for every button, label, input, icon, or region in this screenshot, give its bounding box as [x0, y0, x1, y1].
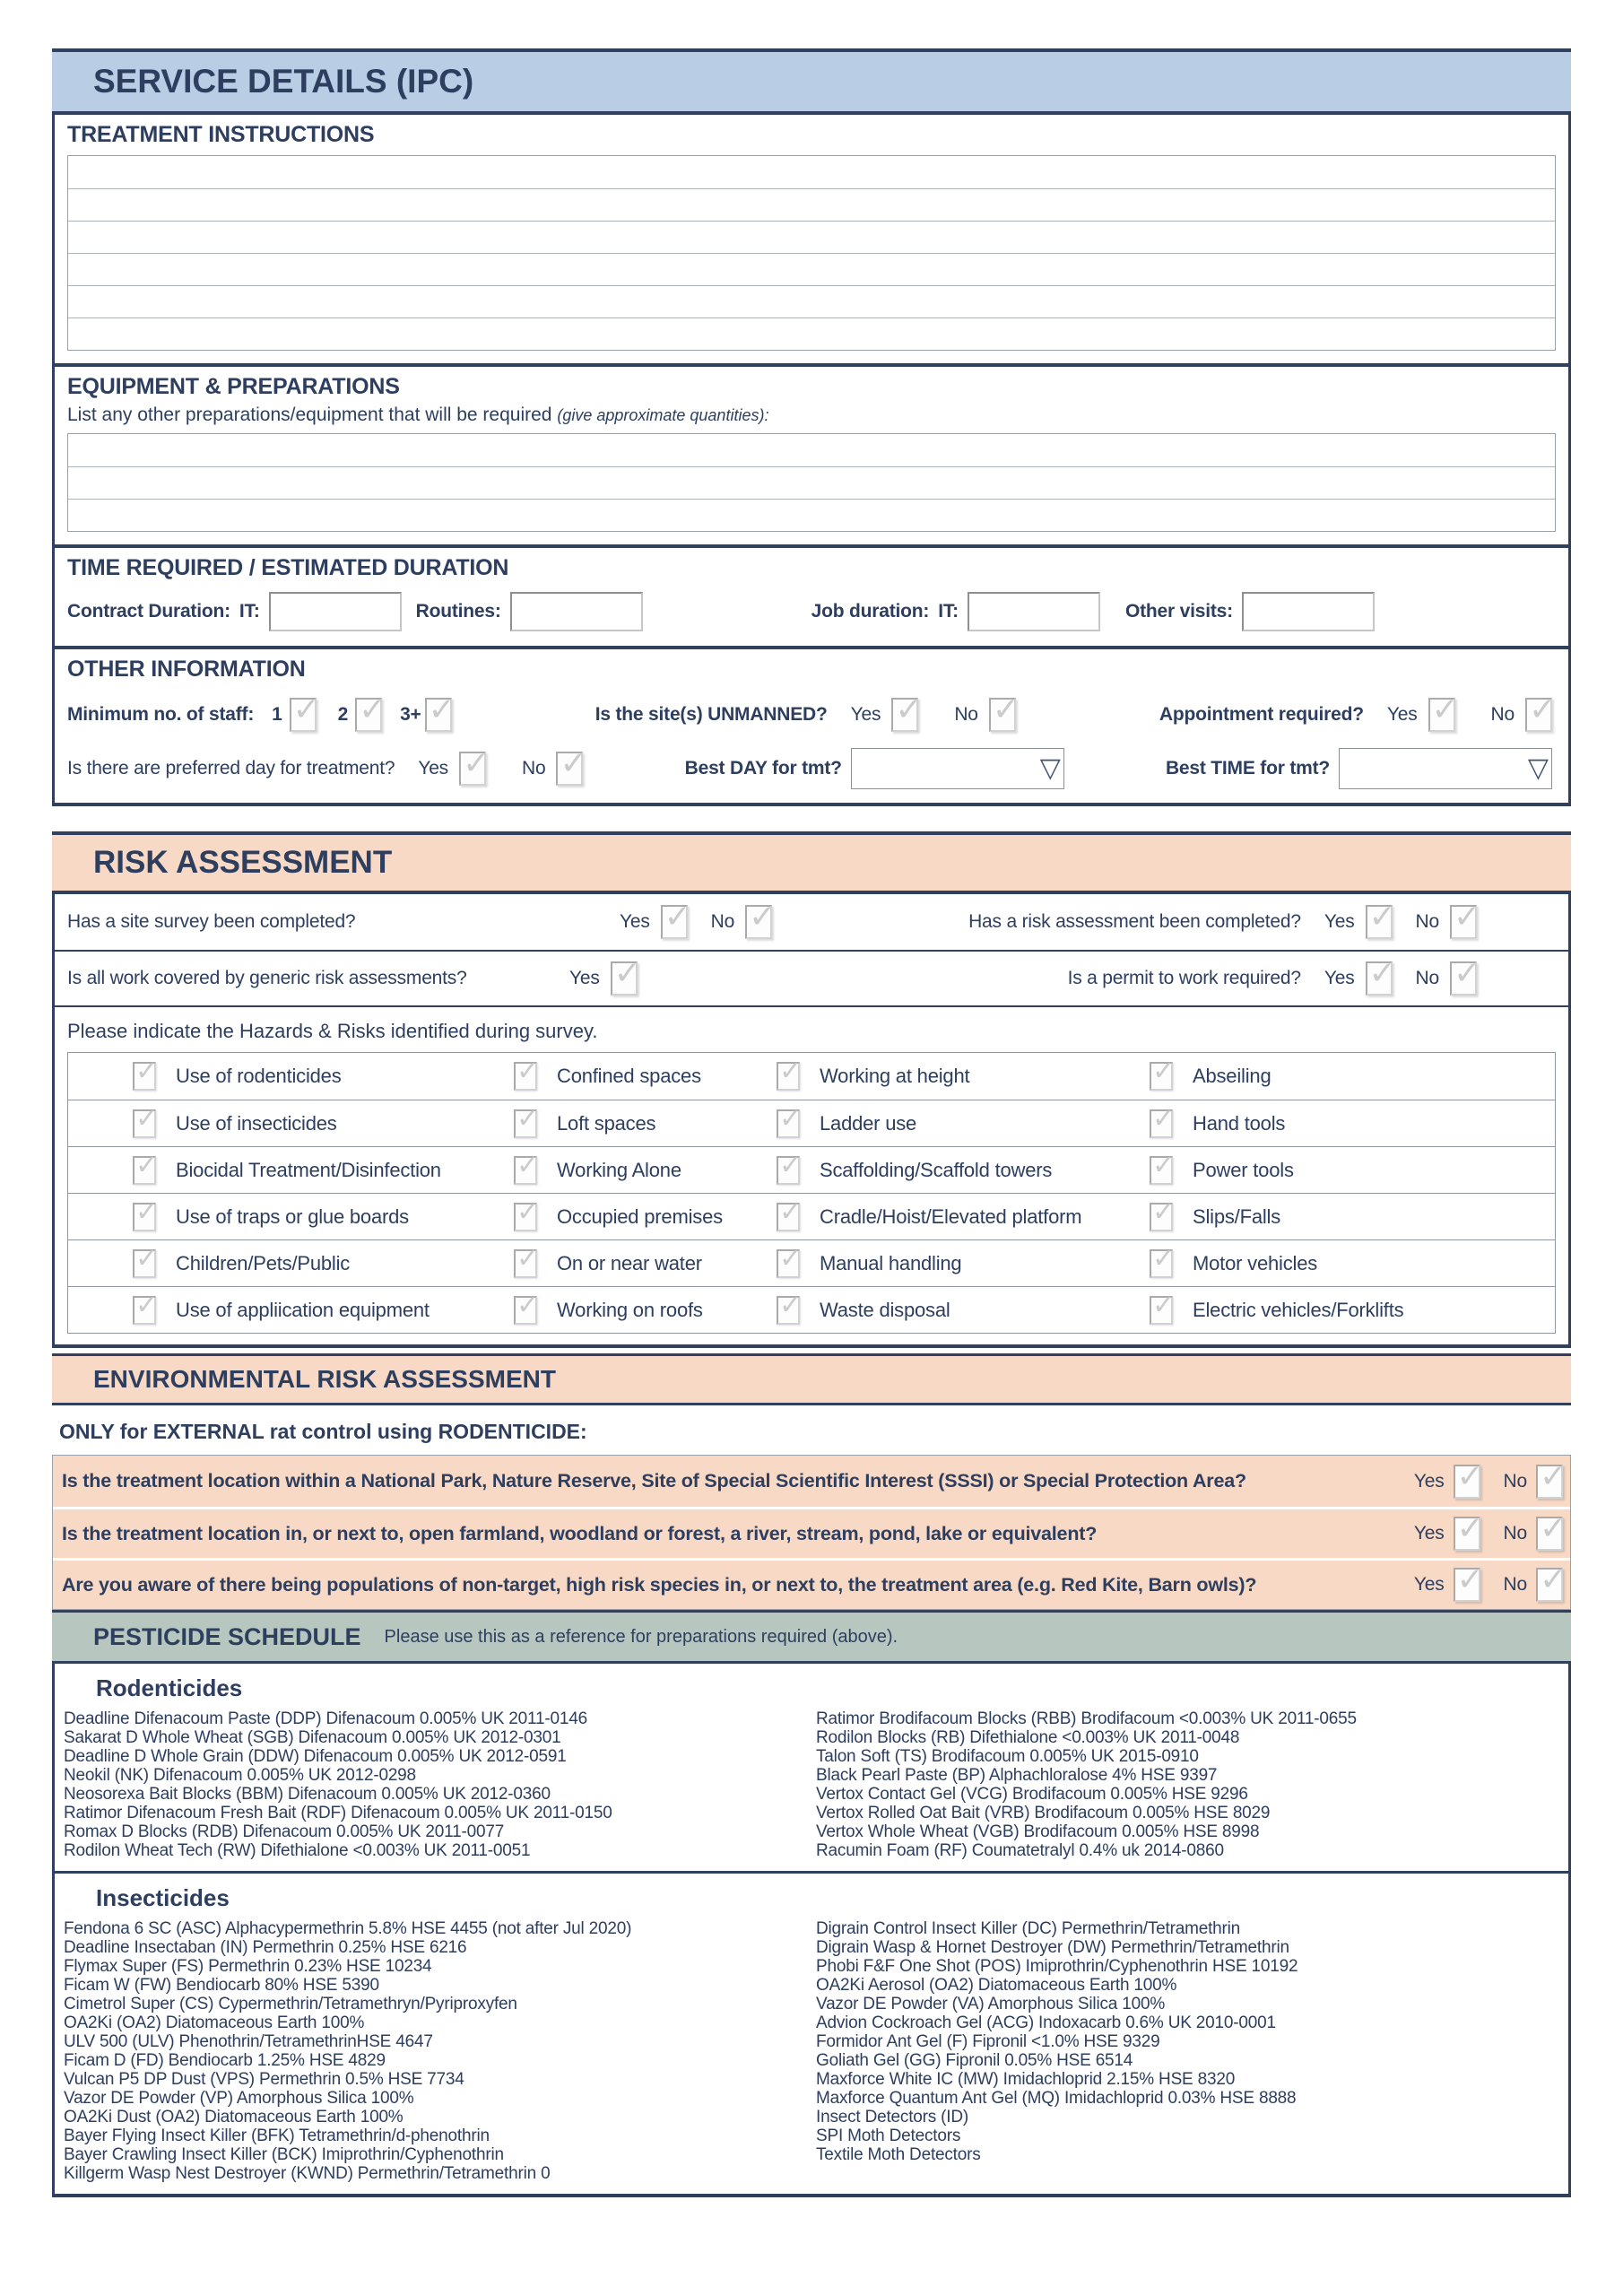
- hazard-label: Occupied premises: [557, 1205, 723, 1228]
- hazard-cell: [449, 1109, 712, 1138]
- permit-no-checkbox[interactable]: [1450, 961, 1477, 996]
- dropdown-arrow-icon: ▽: [1527, 753, 1549, 783]
- best-day-label: Best DAY for tmt?: [684, 758, 842, 778]
- pesticide-item: Ratimor Difenacoum Fresh Bait (RDF) Difenacoum 0.005% UK 2011-0150: [64, 1804, 612, 1822]
- permit-yes-label: Yes: [1324, 968, 1355, 988]
- hazard-cell: [449, 1156, 712, 1185]
- hazard-label: Waste disposal: [820, 1298, 950, 1321]
- hazard-label: Working on roofs: [557, 1298, 703, 1321]
- pesticide-item: Black Pearl Paste (BP) Alphachloralose 4% HSE 9397: [816, 1766, 1218, 1785]
- hazard-cell: [68, 1296, 449, 1325]
- hazard-checkbox[interactable]: [133, 1109, 156, 1138]
- other-info-row-2: [67, 747, 1556, 790]
- pesticide-item: Insect Detectors (ID): [816, 2108, 969, 2126]
- external-rodenticide-label: ONLY for EXTERNAL rat control using RODENTICIDE:: [59, 1420, 587, 1443]
- pesticide-item: OA2Ki Dust (OA2) Diatomaceous Earth 100%: [64, 2108, 404, 2126]
- site-survey-no-checkbox[interactable]: [745, 905, 772, 939]
- equipment-line[interactable]: [68, 466, 1555, 499]
- pesticide-item: Sakarat D Whole Wheat (SGB) Difenacoum 0.005% UK 2012-0301: [64, 1728, 561, 1747]
- env-q3-no-checkbox[interactable]: [1536, 1568, 1563, 1602]
- hazard-checkbox[interactable]: [777, 1296, 800, 1325]
- hazard-label: Scaffolding/Scaffold towers: [820, 1158, 1053, 1181]
- hazard-label: Electric vehicles/Forklifts: [1193, 1298, 1404, 1321]
- other-visits-input[interactable]: [1242, 592, 1375, 631]
- hazard-cell: [68, 1156, 449, 1185]
- risk-completed-yes-label: Yes: [1324, 911, 1355, 932]
- treatment-line[interactable]: [68, 221, 1555, 253]
- job-it-label: IT:: [938, 601, 959, 622]
- risk-assessment-header: [52, 831, 1571, 894]
- pesticide-item: Neosorexa Bait Blocks (BBM) Difenacoum 0.005% UK 2012-0360: [64, 1785, 551, 1804]
- hazard-cell: [1085, 1156, 1555, 1185]
- environmental-title: ENVIRONMENTAL RISK ASSESSMENT: [93, 1365, 556, 1393]
- equipment-lines-area: [67, 433, 1556, 532]
- rodenticides-heading: Rodenticides: [96, 1674, 243, 1701]
- pesticide-item: Racumin Foam (RF) Coumatetralyl 0.4% uk 2014-0860: [816, 1841, 1224, 1860]
- hazard-row: [68, 1146, 1555, 1193]
- hazard-label: Children/Pets/Public: [176, 1251, 351, 1274]
- hazard-cell: [1085, 1203, 1555, 1231]
- hazard-cell: [68, 1249, 449, 1278]
- pesticide-item: Advion Cockroach Gel (ACG) Indoxacarb 0.6% UK 2010-0001: [816, 2013, 1276, 2032]
- hazards-intro: Please indicate the Hazards & Risks identified during survey.: [67, 1020, 598, 1042]
- hazard-cell: [449, 1062, 712, 1091]
- best-day-group: [685, 748, 1064, 789]
- hazard-cell: [712, 1109, 1085, 1138]
- environmental-yes-no-group: [1414, 1465, 1563, 1499]
- hazard-checkbox[interactable]: [133, 1203, 156, 1231]
- generic-risk-yes-label: Yes: [569, 968, 600, 988]
- environmental-section: [52, 1420, 1571, 1610]
- appointment-yes-label: Yes: [1386, 704, 1418, 725]
- preferred-day-yes-checkbox[interactable]: [459, 752, 486, 786]
- rodenticides-column-1: [64, 1709, 816, 1860]
- hazard-cell: [712, 1296, 1085, 1325]
- hazard-cell: [68, 1203, 449, 1231]
- section-gap: [52, 806, 1571, 831]
- equipment-section: [55, 363, 1568, 544]
- pesticide-item: Flymax Super (FS) Permethrin 0.23% HSE 10234: [64, 1957, 432, 1976]
- env-no-label: No: [1503, 1470, 1527, 1492]
- preferred-day-group: [67, 752, 583, 786]
- hazard-row: [68, 1100, 1555, 1146]
- unmanned-no-label: No: [954, 704, 978, 725]
- hazard-checkbox[interactable]: [777, 1156, 800, 1185]
- hazard-cell: [68, 1109, 449, 1138]
- hazard-checkbox[interactable]: [777, 1062, 800, 1091]
- hazard-cell: [68, 1062, 449, 1091]
- pesticide-item: OA2Ki Aerosol (OA2) Diatomaceous Earth 100%: [816, 1976, 1177, 1995]
- pesticide-item: Deadline Insectaban (IN) Permethrin 0.25% HSE 6216: [64, 1938, 467, 1957]
- pesticide-schedule-header: [52, 1610, 1571, 1664]
- insecticides-column-2: [816, 1919, 1568, 2183]
- hazard-checkbox[interactable]: [1150, 1249, 1173, 1278]
- unmanned-no-checkbox[interactable]: [989, 698, 1016, 732]
- env-no-label: No: [1503, 1523, 1527, 1544]
- hazard-checkbox[interactable]: [514, 1296, 537, 1325]
- pesticide-item: Maxforce White IC (MW) Imidachloprid 2.15% HSE 8320: [816, 2070, 1236, 2089]
- permit-question: Is a permit to work required?: [1067, 968, 1301, 988]
- preferred-day-question: Is there are preferred day for treatment?: [67, 758, 395, 778]
- environmental-yes-no-group: [1414, 1568, 1563, 1602]
- hazard-row: [68, 1286, 1555, 1333]
- risk-completed-question: Has a risk assessment been completed?: [968, 911, 1301, 932]
- unmanned-group: [595, 698, 1016, 732]
- risk-completed-yes-checkbox[interactable]: [1366, 905, 1393, 939]
- hazard-checkbox[interactable]: [1150, 1296, 1173, 1325]
- hazard-checkbox[interactable]: [1150, 1109, 1173, 1138]
- env-yes-label: Yes: [1413, 1470, 1445, 1492]
- permit-group: [1068, 961, 1477, 996]
- hazard-checkbox[interactable]: [777, 1249, 800, 1278]
- env-q2-no-checkbox[interactable]: [1536, 1517, 1563, 1551]
- hazard-label: Use of traps or glue boards: [176, 1205, 409, 1228]
- hazard-cell: [1085, 1296, 1555, 1325]
- hazard-label: Confined spaces: [557, 1065, 701, 1087]
- equipment-line[interactable]: [68, 499, 1555, 531]
- pesticide-item: Digrain Wasp & Hornet Destroyer (DW) Permethrin/Tetramethrin: [816, 1938, 1289, 1957]
- hazard-label: Hand tools: [1193, 1111, 1286, 1135]
- environmental-row-1: [53, 1456, 1570, 1507]
- hazard-label: Use of insecticides: [176, 1111, 337, 1135]
- preferred-day-no-checkbox[interactable]: [556, 752, 583, 786]
- pesticide-item: ULV 500 (ULV) Phenothrin/TetramethrinHSE 4647: [64, 2032, 433, 2051]
- appointment-yes-checkbox[interactable]: [1428, 698, 1455, 732]
- hazard-label: Manual handling: [820, 1251, 962, 1274]
- hazard-label: Working at height: [820, 1065, 970, 1087]
- job-it-input[interactable]: [968, 592, 1100, 631]
- staff-label: Minimum no. of staff:: [67, 704, 255, 725]
- best-day-dropdown[interactable]: [851, 748, 1064, 789]
- hazard-checkbox[interactable]: [1150, 1203, 1173, 1231]
- generic-risk-question: Is all work covered by generic risk assessments?: [67, 968, 467, 988]
- hazard-cell: [449, 1296, 712, 1325]
- environmental-row-2: [53, 1507, 1570, 1558]
- pesticide-item: Digrain Control Insect Killer (DC) Permethrin/Tetramethrin: [816, 1919, 1241, 1938]
- staff-group: [67, 698, 452, 732]
- pesticide-item: Neokil (NK) Difenacoum 0.005% UK 2012-0298: [64, 1766, 416, 1785]
- hazards-grid: [67, 1052, 1556, 1334]
- hazard-checkbox[interactable]: [514, 1203, 537, 1231]
- rodenticides-column-2: [816, 1709, 1568, 1860]
- equipment-note-text: List any other preparations/equipment that will be required: [67, 404, 552, 425]
- permit-no-label: No: [1415, 968, 1439, 988]
- insecticides-column-1: [64, 1919, 816, 2183]
- treatment-lines-area: [67, 155, 1556, 351]
- hazard-label: Slips/Falls: [1193, 1205, 1281, 1228]
- pesticide-item: Rodilon Wheat Tech (RW) Difethialone <0.003% UK 2011-0051: [64, 1841, 531, 1860]
- environmental-question: Is the treatment location within a National Park, Nature Reserve, Site of Special Scientific Interest (SSSI) or Special Protection Area?: [62, 1470, 1246, 1492]
- hazard-checkbox[interactable]: [133, 1296, 156, 1325]
- environmental-header: [52, 1353, 1571, 1405]
- site-survey-yes-label: Yes: [620, 911, 650, 932]
- staff-1-checkbox[interactable]: [290, 698, 317, 732]
- hazard-checkbox[interactable]: [777, 1109, 800, 1138]
- preferred-day-yes-label: Yes: [418, 758, 448, 778]
- hazard-label: Ladder use: [820, 1111, 917, 1135]
- contract-duration-group: [67, 592, 402, 631]
- page-title: SERVICE DETAILS (IPC): [93, 63, 474, 100]
- unmanned-question: Is the site(s) UNMANNED?: [595, 704, 828, 725]
- risk-row-1: [55, 894, 1568, 950]
- pesticide-item: Bayer Flying Insect Killer (BFK) Tetramethrin/d-phenothrin: [64, 2126, 490, 2145]
- pesticide-schedule-subtitle: Please use this as a reference for preparations required (above).: [384, 1626, 898, 1647]
- hazard-checkbox[interactable]: [514, 1156, 537, 1185]
- hazard-cell: [1085, 1249, 1555, 1278]
- environmental-questions-box: [52, 1455, 1571, 1610]
- pesticide-item: Formidor Ant Gel (F) Fipronil <1.0% HSE 9329: [816, 2032, 1160, 2051]
- staff-3plus-checkbox[interactable]: [425, 698, 452, 732]
- hazard-label: Working Alone: [557, 1158, 681, 1181]
- risk-assessment-box: [52, 894, 1571, 1348]
- appointment-no-checkbox[interactable]: [1525, 698, 1552, 732]
- hazard-cell: [1085, 1109, 1555, 1138]
- equipment-note: [67, 404, 1556, 426]
- env-yes-label: Yes: [1413, 1523, 1445, 1544]
- hazard-checkbox[interactable]: [514, 1109, 537, 1138]
- pesticide-item: Deadline Difenacoum Paste (DDP) Difenacoum 0.005% UK 2011-0146: [64, 1709, 587, 1728]
- hazard-cell: [449, 1203, 723, 1231]
- unmanned-yes-label: Yes: [850, 704, 881, 725]
- hazard-cell: [712, 1156, 1085, 1185]
- pesticide-item: OA2Ki (OA2) Diatomaceous Earth 100%: [64, 2013, 365, 2032]
- hazard-cell: [1085, 1062, 1555, 1091]
- appointment-group: [1159, 698, 1552, 732]
- hazard-checkbox[interactable]: [133, 1249, 156, 1278]
- equipment-note-italic: (give approximate quantities):: [557, 406, 769, 424]
- pesticide-item: Vulcan P5 DP Dust (VPS) Permethrin 0.5% HSE 7734: [64, 2070, 464, 2089]
- best-time-dropdown[interactable]: [1339, 748, 1552, 789]
- hazard-label: On or near water: [557, 1251, 702, 1274]
- pesticide-item: SPI Moth Detectors: [816, 2126, 961, 2145]
- hazard-label: Motor vehicles: [1193, 1251, 1318, 1274]
- hazard-checkbox[interactable]: [133, 1156, 156, 1185]
- treatment-line[interactable]: [68, 285, 1555, 317]
- appointment-question: Appointment required?: [1159, 704, 1364, 725]
- other-visits-group: [1125, 592, 1375, 631]
- hazard-checkbox[interactable]: [514, 1249, 537, 1278]
- generic-risk-yes-checkbox[interactable]: [611, 961, 638, 996]
- pesticide-item: Vertox Contact Gel (VCG) Brodifacoum 0.005% HSE 9296: [816, 1785, 1248, 1804]
- risk-row-2: [55, 950, 1568, 1005]
- hazard-row: [68, 1053, 1555, 1100]
- preferred-day-no-label: No: [522, 758, 546, 778]
- best-time-label: Best TIME for tmt?: [1165, 758, 1330, 778]
- environmental-yes-no-group: [1414, 1517, 1563, 1551]
- time-section: [55, 544, 1568, 646]
- pesticide-item: Vertox Whole Wheat (VGB) Brodifacoum 0.005% HSE 8998: [816, 1822, 1260, 1841]
- treatment-line[interactable]: [68, 253, 1555, 285]
- pesticide-item: Fendona 6 SC (ASC) Alphacypermethrin 5.8% HSE 4455 (not after Jul 2020): [64, 1919, 632, 1938]
- pesticide-item: Romax D Blocks (RDB) Difenacoum 0.005% UK 2011-0077: [64, 1822, 505, 1841]
- contract-it-input[interactable]: [269, 592, 402, 631]
- contract-it-label: IT:: [239, 601, 260, 622]
- pesticide-item: Bayer Crawling Insect Killer (BCK) Imiprothrin/Cyphenothrin: [64, 2145, 504, 2164]
- other-info-heading: OTHER INFORMATION: [67, 657, 306, 682]
- other-visits-label: Other visits:: [1124, 601, 1233, 622]
- hazard-cell: [712, 1249, 1085, 1278]
- rodenticides-columns: [55, 1709, 1568, 1860]
- pesticide-item: Rodilon Blocks (RB) Difethialone <0.003% UK 2011-0048: [816, 1728, 1240, 1747]
- hazard-label: Abseiling: [1193, 1065, 1271, 1087]
- hazard-row: [68, 1193, 1555, 1239]
- routines-input[interactable]: [510, 592, 643, 631]
- hazard-checkbox[interactable]: [777, 1203, 800, 1231]
- job-duration-group: [812, 592, 1100, 631]
- best-time-group: [1166, 748, 1552, 789]
- staff-2-checkbox[interactable]: [355, 698, 382, 732]
- equipment-heading: EQUIPMENT & PREPARATIONS: [67, 374, 400, 399]
- risk-completed-group: [968, 905, 1477, 939]
- staff-option-2-label: 2: [337, 704, 349, 725]
- service-details-header: [52, 48, 1571, 115]
- unmanned-yes-checkbox[interactable]: [891, 698, 918, 732]
- routines-label: Routines:: [415, 601, 501, 622]
- env-q2-yes-checkbox[interactable]: [1454, 1517, 1480, 1551]
- other-info-row-1: [67, 693, 1556, 736]
- environmental-question: Is the treatment location in, or next to, open farmland, woodland or forest, a river, stream, pond, lake or equivalent?: [62, 1522, 1098, 1544]
- treatment-line[interactable]: [68, 188, 1555, 221]
- treatment-line[interactable]: [68, 156, 1555, 188]
- env-q1-yes-checkbox[interactable]: [1454, 1465, 1480, 1499]
- environmental-question: Are you aware of there being populations of non-target, high risk species in, or next to, the treatment area (e.g. Red Kite, Barn owls)?: [62, 1573, 1257, 1596]
- pesticide-item: Cimetrol Super (CS) Cypermethrin/Tetramethryn/Pyriproxyfen: [64, 1995, 517, 2013]
- treatment-line[interactable]: [68, 317, 1555, 350]
- time-fields-row: [67, 590, 1556, 633]
- staff-option-1-label: 1: [272, 704, 282, 725]
- dropdown-arrow-icon: ▽: [1039, 753, 1061, 783]
- hazard-row: [68, 1239, 1555, 1286]
- hazard-label: Power tools: [1193, 1158, 1294, 1181]
- time-heading: TIME REQUIRED / ESTIMATED DURATION: [67, 555, 509, 580]
- pesticide-item: Vertox Rolled Oat Bait (VRB) Brodifacoum 0.005% HSE 8029: [816, 1804, 1271, 1822]
- permit-yes-checkbox[interactable]: [1366, 961, 1393, 996]
- appointment-no-label: No: [1490, 704, 1515, 725]
- insecticides-columns: [55, 1919, 1568, 2183]
- pesticide-item: Ficam W (FW) Bendiocarb 80% HSE 5390: [64, 1976, 379, 1995]
- pesticide-item: Deadline D Whole Grain (DDW) Difenacoum 0.005% UK 2012-0591: [64, 1747, 567, 1766]
- routines-group: [416, 592, 643, 631]
- env-q3-yes-checkbox[interactable]: [1454, 1568, 1480, 1602]
- pesticide-item: Ficam D (FD) Bendiocarb 1.25% HSE 4829: [64, 2051, 386, 2070]
- contract-duration-label: Contract Duration:: [67, 601, 230, 622]
- site-survey-yes-checkbox[interactable]: [661, 905, 688, 939]
- env-yes-label: Yes: [1413, 1574, 1445, 1595]
- hazard-cell: [712, 1062, 1085, 1091]
- staff-option-3-label: 3+: [400, 704, 421, 725]
- env-q1-no-checkbox[interactable]: [1536, 1465, 1563, 1499]
- hazard-cell: [449, 1249, 712, 1278]
- equipment-line[interactable]: [68, 434, 1555, 466]
- pesticide-item: Phobi F&F One Shot (POS) Imiprothrin/Cyphenothrin HSE 10192: [816, 1957, 1298, 1976]
- hazard-checkbox[interactable]: [133, 1062, 156, 1091]
- hazard-label: Use of appliication equipment: [176, 1298, 430, 1321]
- risk-completed-no-label: No: [1415, 911, 1439, 932]
- site-survey-no-label: No: [710, 911, 735, 932]
- treatment-heading: TREATMENT INSTRUCTIONS: [67, 122, 375, 147]
- hazard-label: Use of rodenticides: [176, 1065, 342, 1087]
- env-no-label: No: [1503, 1574, 1527, 1595]
- rodenticides-section: [55, 1664, 1568, 1871]
- pesticide-item: Vazor DE Powder (VP) Amorphous Silica 100%: [64, 2089, 414, 2108]
- pesticide-item: Vazor DE Powder (VA) Amorphous Silica 100%: [816, 1995, 1166, 2013]
- hazard-cell: [712, 1203, 1085, 1231]
- risk-completed-no-checkbox[interactable]: [1450, 905, 1477, 939]
- hazard-checkbox[interactable]: [1150, 1156, 1173, 1185]
- pesticide-schedule-title: PESTICIDE SCHEDULE: [93, 1622, 361, 1650]
- treatment-section: [55, 115, 1568, 363]
- risk-question-rows: [55, 894, 1568, 1007]
- environmental-row-3: [53, 1558, 1570, 1609]
- pesticide-schedule-box: [52, 1664, 1571, 2197]
- hazard-label: Biocidal Treatment/Disinfection: [176, 1158, 441, 1181]
- risk-assessment-title: RISK ASSESSMENT: [93, 845, 393, 880]
- insecticides-section: [55, 1871, 1568, 2194]
- other-info-section: [55, 646, 1568, 803]
- pesticide-item: Textile Moth Detectors: [816, 2145, 981, 2164]
- hazard-label: Loft spaces: [557, 1111, 656, 1135]
- hazard-label: Cradle/Hoist/Elevated platform: [820, 1205, 1082, 1228]
- service-details-box: [52, 115, 1571, 806]
- pesticide-item: Talon Soft (TS) Brodifacoum 0.005% UK 2015-0910: [816, 1747, 1199, 1766]
- insecticides-heading: Insecticides: [96, 1884, 230, 1911]
- pesticide-item: Killgerm Wasp Nest Destroyer (KWND) Permethrin/Tetramethrin 0: [64, 2164, 551, 2183]
- hazard-checkbox[interactable]: [1150, 1062, 1173, 1091]
- form-content: [52, 48, 1571, 2197]
- pesticide-item: Goliath Gel (GG) Fipronil 0.05% HSE 6514: [816, 2051, 1133, 2070]
- pesticide-item: Maxforce Quantum Ant Gel (MQ) Imidachloprid 0.03% HSE 8888: [816, 2089, 1297, 2108]
- pesticide-item: Ratimor Brodifacoum Blocks (RBB) Brodifacoum <0.003% UK 2011-0655: [816, 1709, 1357, 1728]
- site-survey-question: Has a site survey been completed?: [67, 911, 356, 932]
- hazard-checkbox[interactable]: [514, 1062, 537, 1091]
- job-duration-label: Job duration:: [811, 601, 930, 622]
